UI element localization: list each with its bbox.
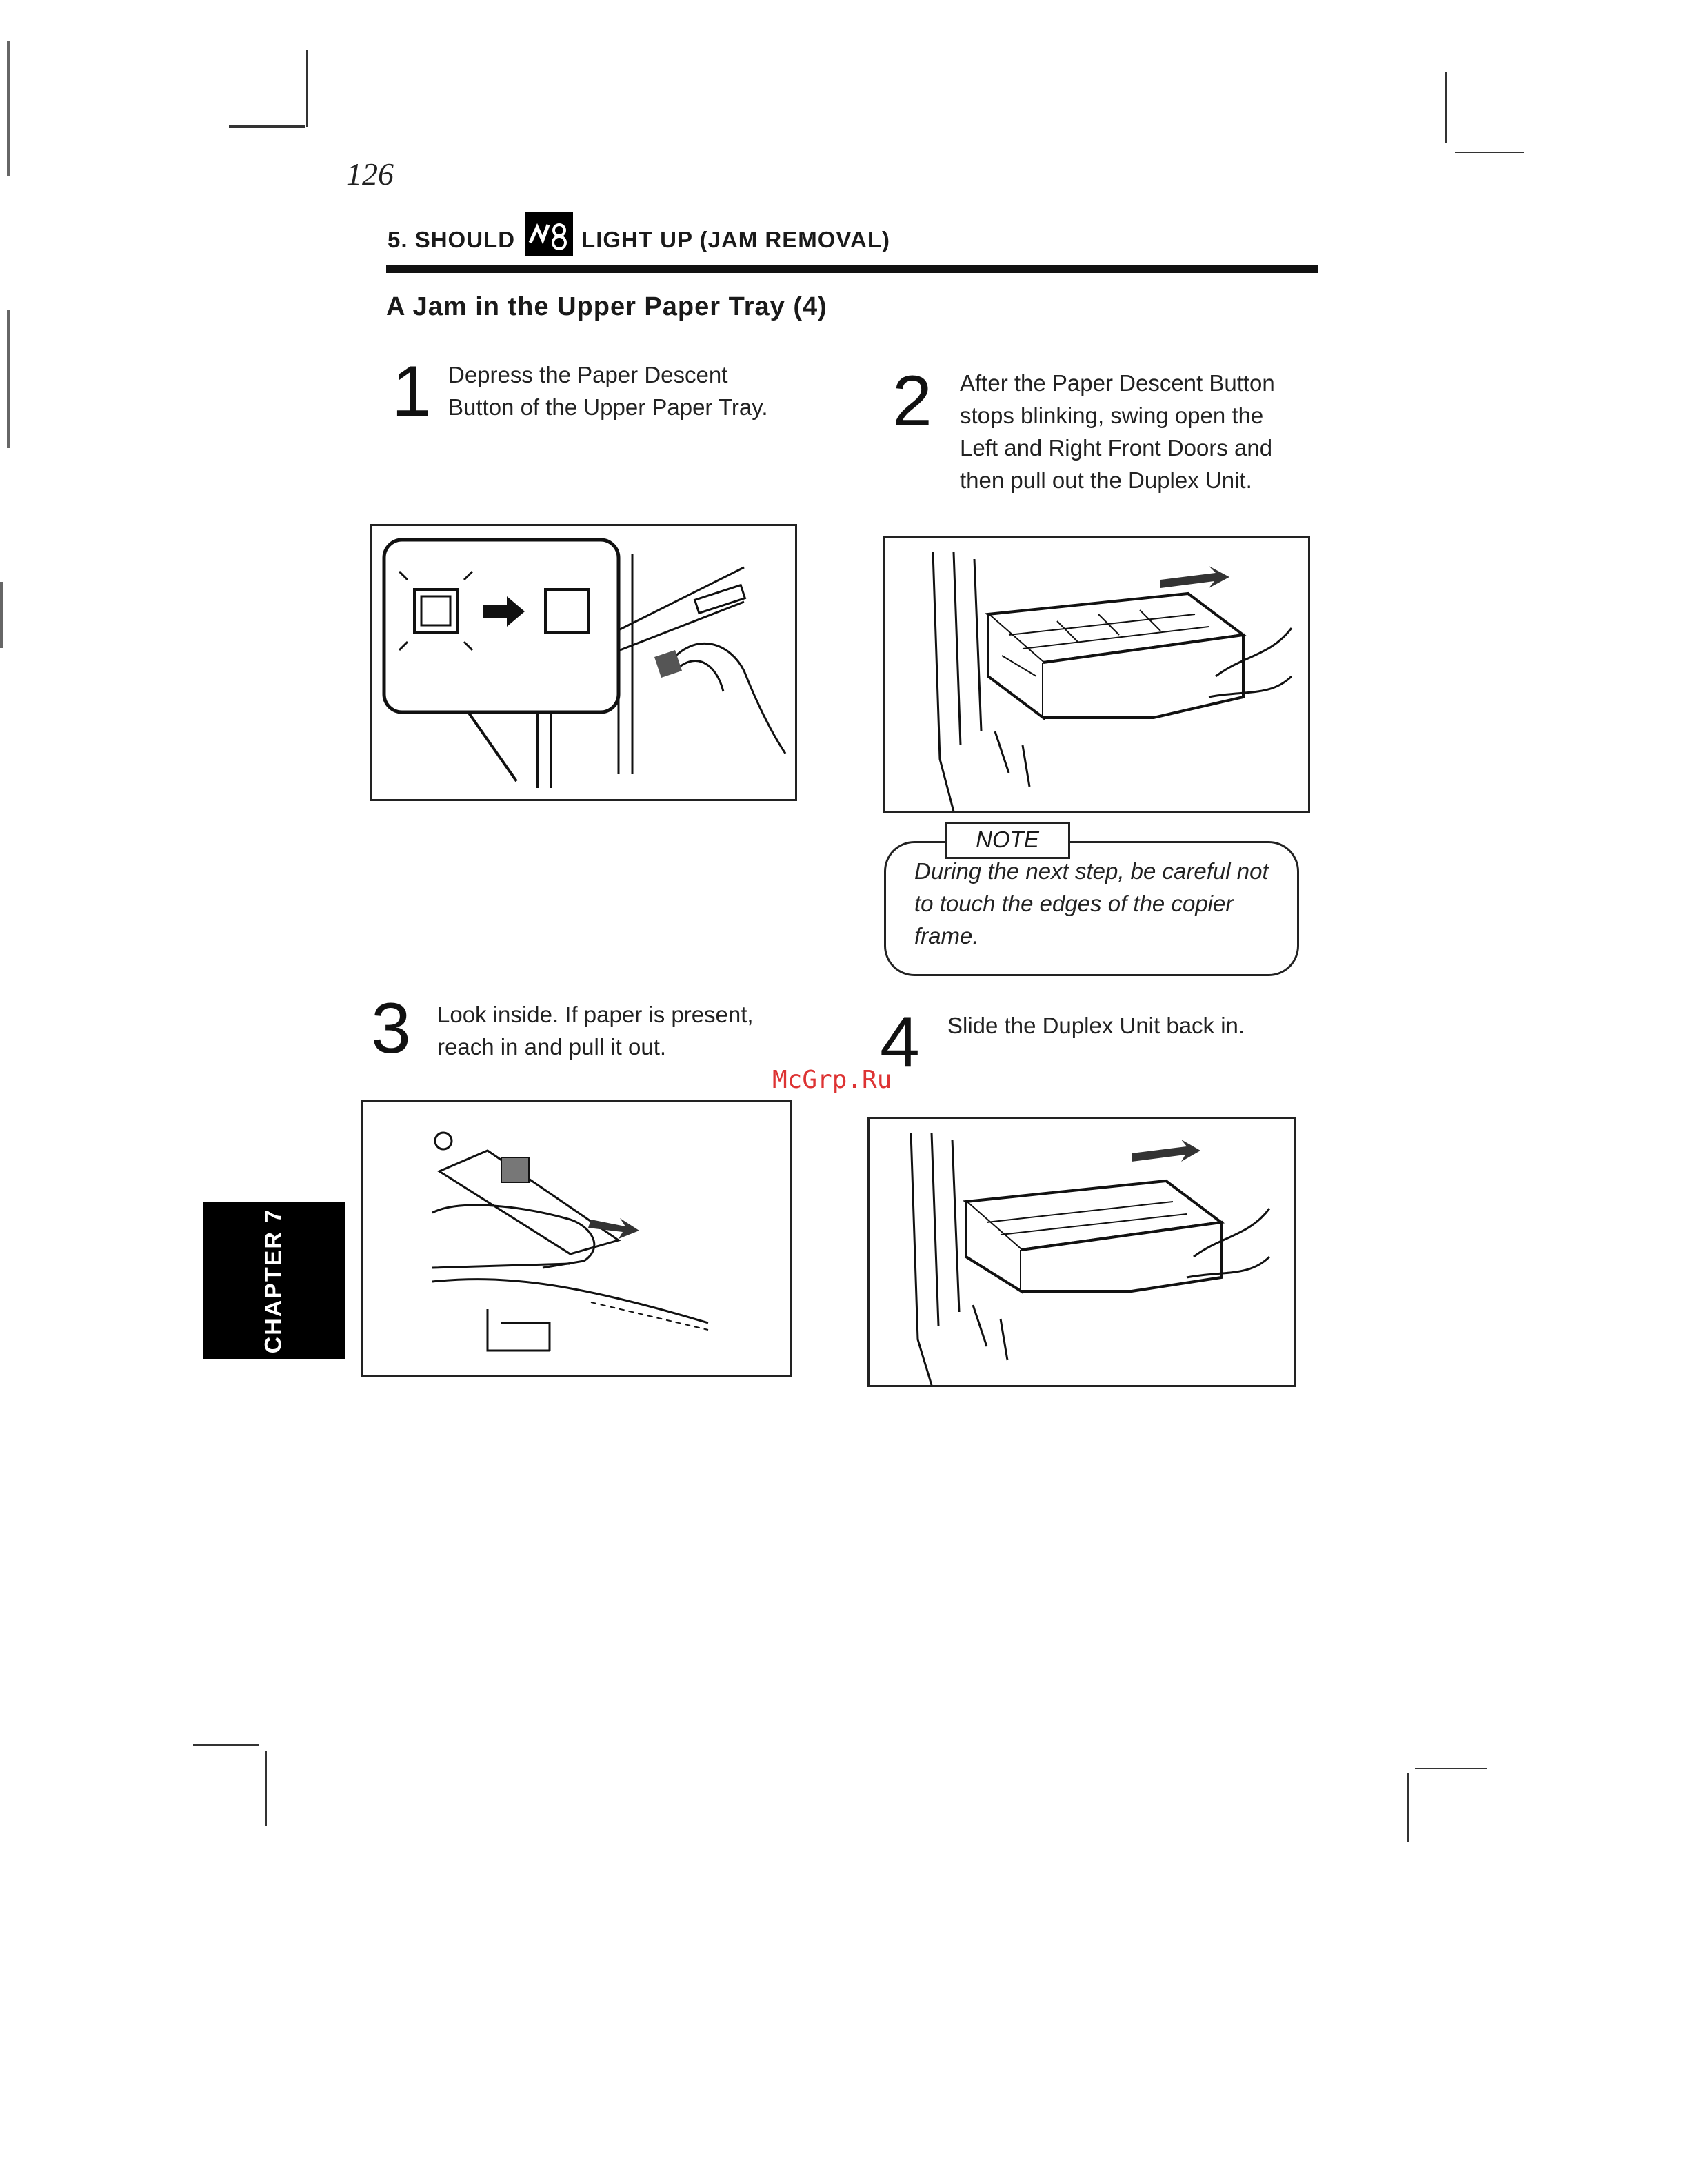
crop-mark xyxy=(265,1751,267,1826)
jam-indicator-icon xyxy=(525,212,573,256)
note-label: NOTE xyxy=(945,822,1070,859)
crop-mark xyxy=(306,50,308,127)
step-1-number: 1 xyxy=(392,352,432,432)
section-title-prefix: 5. SHOULD xyxy=(388,227,516,252)
crop-mark xyxy=(1445,72,1447,143)
note-text: During the next step, be careful not to touch the edges of the copier frame. xyxy=(914,858,1269,949)
step-4-text: Slide the Duplex Unit back in. xyxy=(947,1013,1245,1038)
crop-mark xyxy=(1455,152,1524,153)
subheading: A Jam in the Upper Paper Tray (4) xyxy=(386,292,827,321)
section-title-suffix: LIGHT UP (JAM REMOVAL) xyxy=(581,227,890,252)
step-3-illustration xyxy=(361,1100,792,1377)
page-number: 126 xyxy=(346,156,394,192)
duplex-unit-pullout-drawing xyxy=(885,538,1308,811)
paper-descent-button-drawing xyxy=(372,526,795,799)
section-rule xyxy=(386,265,1318,273)
chapter-tab xyxy=(203,1202,345,1359)
watermark: McGrp.Ru xyxy=(772,1066,892,1094)
step-3-number: 3 xyxy=(371,989,411,1069)
section-title xyxy=(388,218,890,262)
crop-mark xyxy=(193,1744,259,1746)
remove-jammed-paper-drawing xyxy=(363,1102,790,1375)
step-1-illustration xyxy=(370,524,797,801)
step-2-number: 2 xyxy=(892,361,932,441)
step-2-illustration xyxy=(883,536,1310,813)
step-2-text: After the Paper Descent Button stops blinking, swing open the Left and Right Front Doors and then pull out the Duplex Unit. xyxy=(960,370,1275,493)
scan-edge xyxy=(0,582,3,648)
scan-edge xyxy=(7,310,10,448)
chapter-tab-label: CHAPTER 7 xyxy=(260,1208,287,1354)
crop-mark xyxy=(1407,1773,1409,1842)
step-4-illustration xyxy=(867,1117,1296,1387)
crop-mark xyxy=(1415,1768,1487,1769)
step-1-text: Depress the Paper Descent Button of the Upper Paper Tray. xyxy=(448,362,768,420)
scan-edge xyxy=(7,41,10,176)
step-3-text: Look inside. If paper is present, reach in and pull it out. xyxy=(437,1002,754,1060)
crop-mark xyxy=(229,125,305,128)
duplex-unit-reinsert-drawing xyxy=(870,1119,1294,1385)
step-4-number: 4 xyxy=(880,1002,920,1082)
